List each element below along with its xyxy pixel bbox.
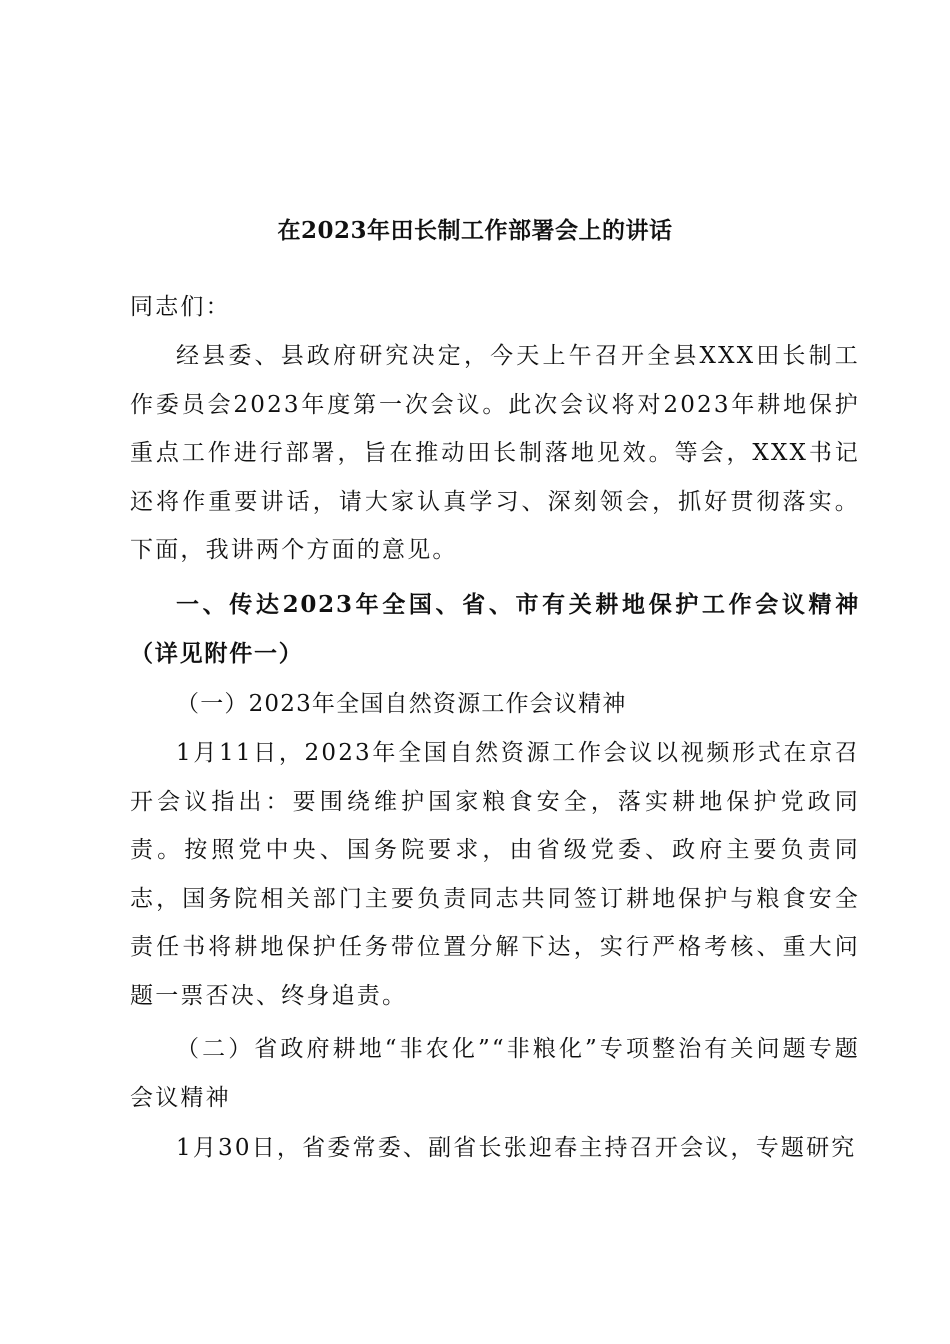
greeting: 同志们： [130,294,231,320]
subsection-heading-2: （二）省政府耕地“非农化”“非粮化”专项整治有关问题专题会议精神 [130,1036,860,1111]
document-title: 在2023年田长制工作部署会上的讲话 [277,217,673,244]
paragraph-intro: 经县委、县政府研究决定，今天上午召开全县XXX田长制工作委员会2023年度第一次会议。此次会议将对2023年耕地保护重点工作进行部署，旨在推动田长制落地见效。等会，XXX书记还将作重要讲话，请大家认真学习、深刻领会，抓好贯彻落实。下面，我讲两个方面的意见。 [130,343,860,563]
paragraph-national-meeting: 1月11日，2023年全国自然资源工作会议以视频形式在京召开会议指出：要围绕维护国家粮食安全，落实耕地保护党政同责。按照党中央、国务院要求，由省级党委、政府主要负责同志，国务院相关部门主要负责同志共同签订耕地保护与粮食安全责任书将耕地保护任务带位置分解下达，实行严格考核、重大问题一票否决、终身追责。 [130,740,860,1009]
section-heading-1: 一、传达2023年全国、省、市有关耕地保护工作会议精神（详见附件一） [130,591,860,667]
paragraph-provincial-meeting: 1月30日，省委常委、副省长张迎春主持召开会议，专题研究 [176,1135,857,1161]
subsection-heading-1: （一）2023年全国自然资源工作会议精神 [176,691,627,717]
